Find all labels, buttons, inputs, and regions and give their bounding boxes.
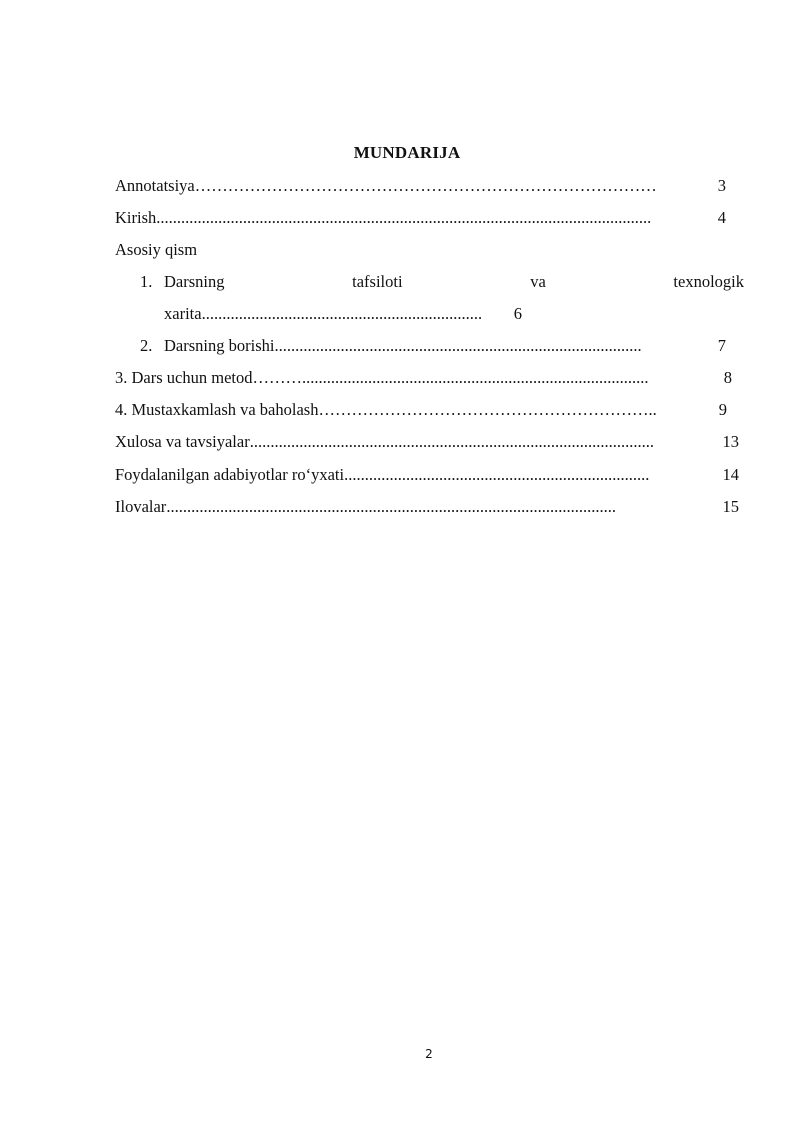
toc-leader: .................................................................................................. <box>249 432 654 451</box>
toc-label: Ilovalar <box>115 497 167 516</box>
toc-label: Darsning borishi <box>164 336 275 355</box>
toc-entry-darsning-borishi[interactable] <box>140 336 726 356</box>
toc-page-number: 4 <box>717 208 726 227</box>
toc-page-number: 6 <box>513 304 522 323</box>
toc-label: Annotatsiya <box>115 176 195 195</box>
toc-label: 4. Mustaxkamlash va baholash <box>115 400 319 419</box>
toc-page-number: 9 <box>718 400 727 419</box>
toc-leader: ………………………………………………………………………… <box>194 176 657 195</box>
toc-page-number: 15 <box>722 497 739 516</box>
toc-page-number: 3 <box>717 176 726 195</box>
toc-entry-kirish[interactable] <box>115 208 726 228</box>
toc-label: Foydalanilgan adabiyotlar ro‘yxati <box>115 465 345 484</box>
list-number: 2. <box>140 336 153 355</box>
toc-label: Kirish <box>115 208 157 227</box>
toc-word: Darsning <box>164 272 225 291</box>
toc-leader: .......................................................................... <box>344 465 650 484</box>
page-number: 2 <box>425 1047 433 1061</box>
toc-leader: ......................................................................................... <box>274 336 642 355</box>
toc-label: 3. Dars uchun metod <box>115 368 253 387</box>
toc-word: va <box>530 272 546 291</box>
toc-label: Xulosa va tavsiyalar <box>115 432 250 451</box>
toc-label: xarita <box>164 304 202 323</box>
toc-leader: ............................................................................................................. <box>166 497 616 516</box>
toc-label: Asosiy qism <box>115 240 198 259</box>
toc-entry-ilovalar[interactable] <box>115 497 739 517</box>
toc-entry-darsning-tafsiloti[interactable] <box>140 272 744 292</box>
toc-leader: ........................................................................................................................ <box>156 208 652 227</box>
toc-word: texnologik <box>673 272 744 291</box>
toc-entry-foydalanilgan-adabiyotlar[interactable] <box>115 465 739 485</box>
toc-page-number: 13 <box>722 432 739 451</box>
toc-entry-annotatsiya[interactable] <box>115 176 726 196</box>
toc-leader: …………………………………………………….. <box>318 400 657 419</box>
toc-page-number: 14 <box>722 465 739 484</box>
list-number: 1. <box>140 272 153 291</box>
toc-entry-asosiy-qism[interactable] <box>115 240 197 260</box>
toc-page-number: 8 <box>723 368 732 387</box>
toc-leader: .................................................................... <box>201 304 483 323</box>
toc-entry-dars-uchun-metod[interactable] <box>115 368 732 388</box>
toc-word: tafsiloti <box>352 272 403 291</box>
toc-entry-xarita[interactable] <box>164 304 522 324</box>
page-title: MUNDARIJA <box>353 143 461 162</box>
toc-leader: ……….................................................................................... <box>252 368 649 387</box>
toc-entry-xulosa[interactable] <box>115 432 739 452</box>
toc-entry-mustaxkamlash[interactable] <box>115 400 727 420</box>
toc-page-number: 7 <box>717 336 726 355</box>
